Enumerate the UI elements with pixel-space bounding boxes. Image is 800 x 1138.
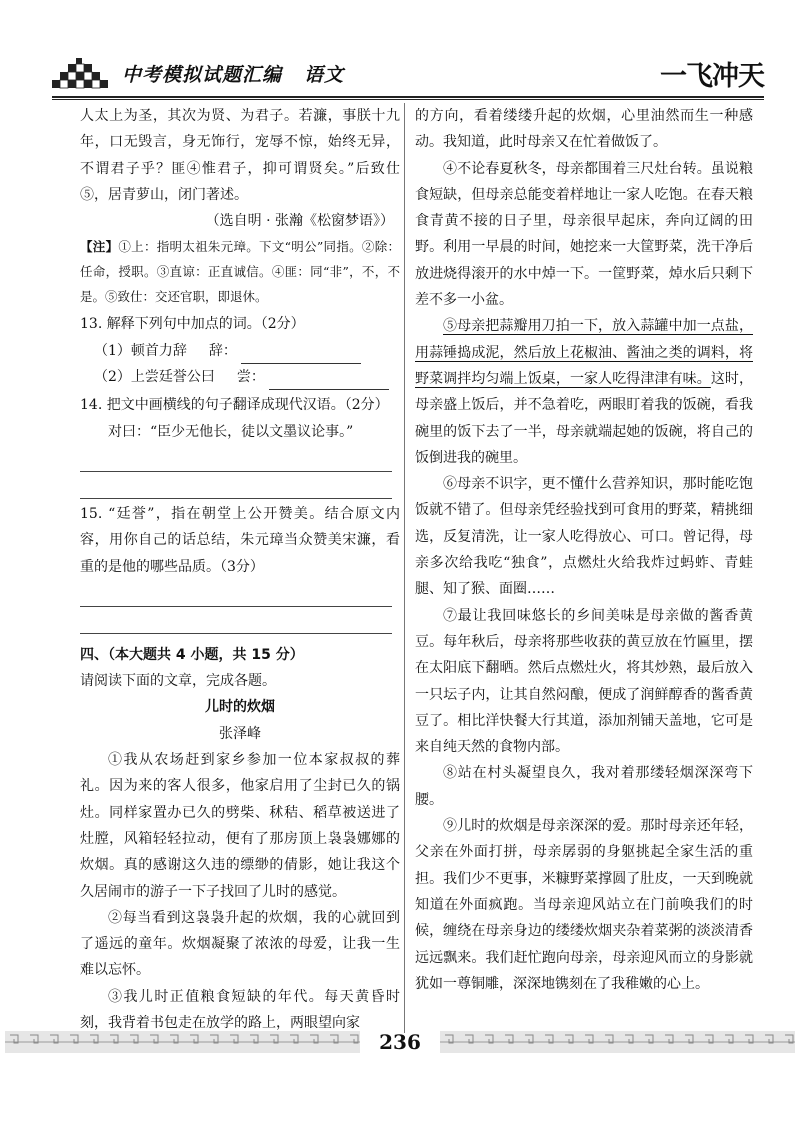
page-footer: [0, 1023, 800, 1063]
article-paragraph-5: [415, 313, 753, 471]
page-number: 236: [379, 1030, 421, 1054]
reading-instruction: 请阅读下面的文章，完成各题。: [80, 673, 276, 690]
article-author: 张泽峰: [219, 725, 261, 742]
question-13: 13. 解释下列句中加点的词。（2分）: [80, 316, 305, 333]
header-rule: [52, 96, 764, 100]
q13-1-phrase: （1）顿首力辞: [94, 342, 187, 359]
article-paragraph-3: ③我儿时正值粮食短缺的年代。每天黄昏时刻，我背着书包走在放学的路上，两眼望向家: [80, 988, 400, 1032]
underlined-sentence: ⑤母亲把蒜瓣用刀拍一下，放入蒜罐中加一点盐，用蒜锤捣成泥，然后放上花椒油、酱油之类的调料，将野菜调拌均匀端上饭桌，一家人吃得津津有味。: [415, 318, 753, 387]
question-13-item-2: [80, 364, 400, 390]
checkerboard-logo-icon: [52, 58, 108, 92]
book-title-text: 中考模拟试题汇编: [122, 64, 283, 86]
article-paragraph-2: ②每当看到这袅袅升起的炊烟，我的心就回到了遥远的童年。炊烟凝聚了浓浓的母爱，让我一生难以忘怀。: [80, 909, 400, 979]
source-citation: （选自明 · 张瀚《松窗梦语》）: [205, 213, 394, 230]
question-13-item-1: [80, 338, 400, 364]
q13-1-answer-blank[interactable]: [241, 345, 361, 364]
ornament-band-right-icon: [440, 1031, 795, 1053]
q13-2-word: 尝：: [236, 369, 265, 386]
question-14-sentence: 对曰：“臣少无他长，徒以文墨议论事。”: [108, 423, 354, 440]
article-title: 儿时的炊烟: [205, 699, 275, 716]
paragraph-5-rest: 这时，母亲盛上饭后，并不急着吃，两眼盯着我的饭碗，看我碗里的饭下去了一半，母亲就端起她的饭碗，将自己的饭倒进我的碗里。: [415, 370, 754, 466]
right-column: [415, 103, 753, 997]
question-15: 15. “廷誉”，指在朝堂上公开赞美。结合原文内容，用你自己的话总结，朱元璋当众赞美宋濂，看重的是他的哪些品质。（3分）: [80, 505, 400, 575]
note-label: 【注】: [80, 239, 119, 255]
article-paragraph-4: ④不论春夏秋冬，母亲都围着三尺灶台转。虽说粮食短缺，但母亲总能变着样地让一家人吃饱。在春天粮食青黄不接的日子里，母亲很早起床，奔向辽阔的田野。利用一早晨的时间，她挖来一大筐野菜，洗干净后放进烧得滚开的水中焯一下。一筐野菜，焯水后只剩下差不多一小盆。: [415, 160, 753, 309]
brand-logo: 一飞冲天: [660, 61, 764, 92]
left-column: [80, 103, 400, 1036]
q14-answer-line-1[interactable]: [80, 445, 392, 472]
question-14: 14. 把文中画横线的句子翻译成现代汉语。（2分）: [80, 397, 389, 414]
q13-2-phrase: （2）上尝廷誉公曰: [94, 369, 215, 386]
article-paragraph-6: ⑥母亲不识字，更不懂什么营养知识，那时能吃饱饭就不错了。但母亲凭经验找到可食用的野菜，精挑细选，反复清洗，让一家人吃得放心、可口。曾记得，母亲多次给我吃“独食”，点燃灶火给我炸过蚂蚱、青蛙腿、知了猴、面圈……: [415, 476, 753, 598]
article-paragraph-9: ⑨儿时的炊烟是母亲深深的爱。那时母亲还年轻，父亲在外面打拼，母亲孱弱的身躯挑起全家生活的重担。我们少不更事，米糠野菜撑圆了肚皮，一天到晚就知道在外面疯跑。当母亲迎风站立在门前唤我们的时候，缠绕在母亲身边的缕缕炊烟夹杂着菜粥的淡淡清香远远飘来。我们赶忙跑向母亲，母亲迎风而立的身影就犹如一尊铜雕，深深地镌刻在了我稚嫩的心上。: [415, 818, 753, 992]
subject-label: 语文: [304, 64, 345, 86]
q15-answer-line-2[interactable]: [80, 607, 392, 634]
annotation-notes: [80, 234, 400, 309]
q13-1-word: 辞：: [208, 342, 237, 359]
article-paragraph-8: ⑧站在村头凝望良久，我对着那缕轻烟深深弯下腰。: [415, 765, 753, 808]
q13-2-answer-blank[interactable]: [269, 371, 389, 390]
article-paragraph-1: ①我从农场赶到家乡参加一位本家叔叔的葬礼。因为来的客人很多，他家启用了尘封已久的锅灶。同样家置办已久的劈柴、秫秸、稻草被送进了灶膛，风箱轻轻拉动，便有了那房顶上袅袅娜娜的炊烟。真的感谢这久违的缥缈的倩影，她让我这个久居闹市的游子一下子找回了儿时的感觉。: [80, 752, 400, 900]
book-title: [122, 60, 344, 87]
article-paragraph-7: ⑦最让我回味悠长的乡间美味是母亲做的酱香黄豆。每年秋后，母亲将那些收获的黄豆放在竹匾里，摆在太阳底下翻晒。然后点燃灶火，将其炒熟，最后放入一只坛子内，让其自然闷酿，便成了润鲜醇香的酱香黄豆了。相比洋快餐大行其道，添加剂铺天盖地，它可是来自纯天然的食物内部。: [415, 607, 753, 756]
section-heading: 四、（本大题共 4 小题，共 15 分）: [80, 646, 304, 663]
q15-answer-line-1[interactable]: [80, 580, 392, 607]
ornament-band-left-icon: [5, 1031, 360, 1053]
article-paragraph-3-continuation: 的方向，看着缕缕升起的炊烟，心里油然而生一种感动。我知道，此时母亲又在忙着做饭了。: [415, 108, 753, 151]
column-divider: [404, 103, 405, 1033]
classical-text-continuation: 人太上为圣，其次为贤、为君子。若濂，事朕十九年，口无毁言，身无饰行，宠辱不惊，始终无异，不谓君子乎？匪④惟君子，抑可谓贤矣。”后致仕⑤，居青萝山，闭门著述。: [80, 108, 400, 203]
note-text: ①上：指明太祖朱元璋。下文“明公”同指。②除：任命，授职。③直谅：正直诚信。④匪：同“非”，不，不是。⑤致仕：交还官职，即退休。: [80, 239, 400, 305]
page-header: [52, 50, 764, 102]
q14-answer-line-2[interactable]: [80, 472, 392, 499]
